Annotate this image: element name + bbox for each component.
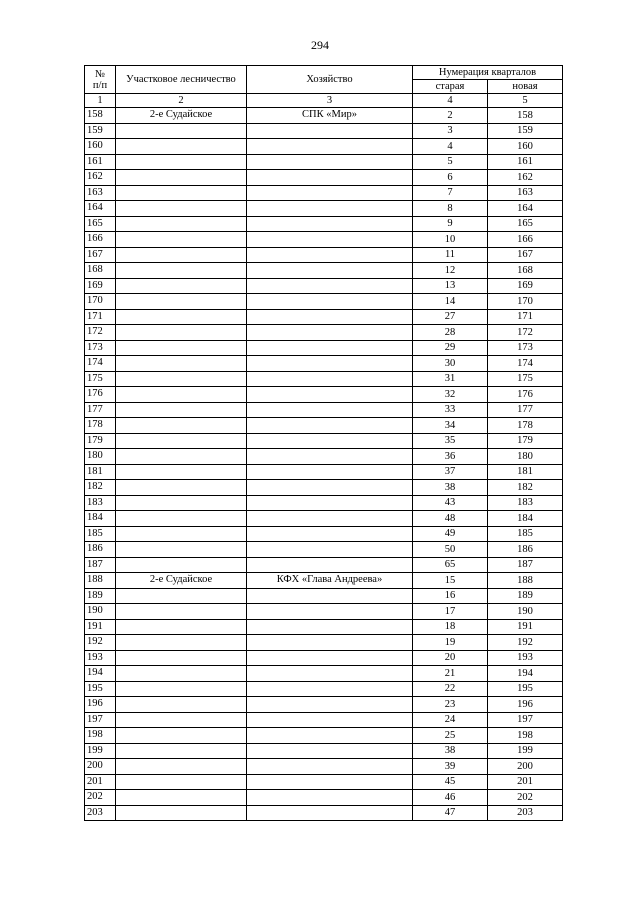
row-hozyaistvo [247, 712, 413, 728]
row-new-quarter: 165 [488, 216, 563, 232]
table-row [85, 418, 563, 434]
table-row [85, 666, 563, 682]
row-old-quarter: 33 [413, 402, 488, 418]
table-row [85, 790, 563, 806]
row-lesnichestvo [116, 185, 247, 201]
row-new-quarter: 202 [488, 790, 563, 806]
row-new-quarter: 178 [488, 418, 563, 434]
table-row [85, 170, 563, 186]
table-row [85, 294, 563, 310]
header-num-line2: п/п [92, 79, 108, 91]
row-hozyaistvo [247, 387, 413, 403]
header-num-line1: № [94, 68, 106, 80]
row-lesnichestvo [116, 123, 247, 139]
table-row [85, 232, 563, 248]
row-new-quarter: 200 [488, 759, 563, 775]
row-new-quarter: 196 [488, 697, 563, 713]
row-lesnichestvo [116, 728, 247, 744]
row-hozyaistvo [247, 743, 413, 759]
row-old-quarter: 12 [413, 263, 488, 279]
row-lesnichestvo [116, 402, 247, 418]
table-row [85, 464, 563, 480]
row-number: 170 [85, 294, 116, 310]
row-number: 186 [85, 542, 116, 558]
table-row [85, 340, 563, 356]
table-row [85, 619, 563, 635]
row-lesnichestvo [116, 712, 247, 728]
table-row [85, 325, 563, 341]
row-hozyaistvo [247, 464, 413, 480]
row-old-quarter: 47 [413, 805, 488, 821]
row-hozyaistvo [247, 557, 413, 573]
table-row [85, 309, 563, 325]
row-lesnichestvo [116, 759, 247, 775]
row-new-quarter: 181 [488, 464, 563, 480]
row-new-quarter: 168 [488, 263, 563, 279]
row-lesnichestvo [116, 387, 247, 403]
header-hozyaistvo: Хозяйство [247, 66, 413, 94]
row-old-quarter: 48 [413, 511, 488, 527]
row-lesnichestvo [116, 325, 247, 341]
row-old-quarter: 17 [413, 604, 488, 620]
row-lesnichestvo [116, 263, 247, 279]
row-number: 190 [85, 604, 116, 620]
header-lesnichestvo: Участковое лесничество [116, 66, 247, 94]
row-old-quarter: 31 [413, 371, 488, 387]
row-old-quarter: 13 [413, 278, 488, 294]
row-number: 179 [85, 433, 116, 449]
row-hozyaistvo [247, 650, 413, 666]
row-old-quarter: 21 [413, 666, 488, 682]
row-hozyaistvo [247, 774, 413, 790]
row-new-quarter: 170 [488, 294, 563, 310]
table-row [85, 387, 563, 403]
row-number: 188 [85, 573, 116, 589]
row-number: 175 [85, 371, 116, 387]
row-lesnichestvo [116, 356, 247, 372]
row-hozyaistvo [247, 294, 413, 310]
table-header [85, 66, 563, 108]
row-number: 181 [85, 464, 116, 480]
table-row [85, 697, 563, 713]
row-hozyaistvo [247, 170, 413, 186]
table-row [85, 774, 563, 790]
row-hozyaistvo [247, 604, 413, 620]
row-number: 193 [85, 650, 116, 666]
header-new: новая [488, 80, 563, 94]
row-old-quarter: 7 [413, 185, 488, 201]
row-new-quarter: 201 [488, 774, 563, 790]
row-new-quarter: 192 [488, 635, 563, 651]
row-lesnichestvo [116, 201, 247, 217]
row-number: 180 [85, 449, 116, 465]
row-new-quarter: 182 [488, 480, 563, 496]
row-number: 200 [85, 759, 116, 775]
row-number: 201 [85, 774, 116, 790]
row-lesnichestvo [116, 170, 247, 186]
row-lesnichestvo [116, 697, 247, 713]
row-hozyaistvo [247, 759, 413, 775]
row-old-quarter: 2 [413, 108, 488, 124]
table-row [85, 805, 563, 821]
row-lesnichestvo [116, 216, 247, 232]
row-hozyaistvo [247, 635, 413, 651]
row-new-quarter: 166 [488, 232, 563, 248]
table-row [85, 480, 563, 496]
page-number: 294 [311, 38, 329, 52]
row-number: 160 [85, 139, 116, 155]
row-hozyaistvo [247, 433, 413, 449]
row-number: 172 [85, 325, 116, 341]
row-old-quarter: 37 [413, 464, 488, 480]
row-lesnichestvo [116, 154, 247, 170]
row-number: 192 [85, 635, 116, 651]
row-old-quarter: 6 [413, 170, 488, 186]
table-row [85, 511, 563, 527]
row-new-quarter: 180 [488, 449, 563, 465]
row-lesnichestvo [116, 557, 247, 573]
row-new-quarter: 176 [488, 387, 563, 403]
row-number: 202 [85, 790, 116, 806]
row-lesnichestvo [116, 294, 247, 310]
row-new-quarter: 160 [488, 139, 563, 155]
row-hozyaistvo: КФХ «Глава Андреева» [247, 573, 413, 589]
row-hozyaistvo [247, 402, 413, 418]
row-lesnichestvo [116, 666, 247, 682]
row-new-quarter: 198 [488, 728, 563, 744]
row-old-quarter: 39 [413, 759, 488, 775]
table-row [85, 433, 563, 449]
table-row [85, 108, 563, 124]
row-hozyaistvo [247, 309, 413, 325]
row-new-quarter: 158 [488, 108, 563, 124]
row-number: 164 [85, 201, 116, 217]
row-new-quarter: 169 [488, 278, 563, 294]
row-new-quarter: 173 [488, 340, 563, 356]
table-row [85, 681, 563, 697]
table-row [85, 139, 563, 155]
row-number: 189 [85, 588, 116, 604]
row-new-quarter: 179 [488, 433, 563, 449]
row-hozyaistvo [247, 263, 413, 279]
row-number: 198 [85, 728, 116, 744]
row-hozyaistvo [247, 232, 413, 248]
row-hozyaistvo [247, 123, 413, 139]
column-number: 4 [413, 94, 488, 108]
row-old-quarter: 15 [413, 573, 488, 589]
row-old-quarter: 14 [413, 294, 488, 310]
row-number: 171 [85, 309, 116, 325]
row-old-quarter: 30 [413, 356, 488, 372]
row-lesnichestvo [116, 743, 247, 759]
row-number: 173 [85, 340, 116, 356]
column-number: 2 [116, 94, 247, 108]
row-number: 178 [85, 418, 116, 434]
row-number: 168 [85, 263, 116, 279]
table-row [85, 728, 563, 744]
row-new-quarter: 174 [488, 356, 563, 372]
row-old-quarter: 27 [413, 309, 488, 325]
row-old-quarter: 65 [413, 557, 488, 573]
row-hozyaistvo [247, 511, 413, 527]
table-row [85, 371, 563, 387]
row-new-quarter: 171 [488, 309, 563, 325]
row-number: 166 [85, 232, 116, 248]
row-old-quarter: 25 [413, 728, 488, 744]
column-number: 5 [488, 94, 563, 108]
table-row [85, 526, 563, 542]
row-new-quarter: 164 [488, 201, 563, 217]
row-hozyaistvo [247, 278, 413, 294]
row-old-quarter: 38 [413, 743, 488, 759]
row-hozyaistvo [247, 526, 413, 542]
row-lesnichestvo [116, 526, 247, 542]
row-old-quarter: 32 [413, 387, 488, 403]
row-hozyaistvo [247, 247, 413, 263]
table-row [85, 154, 563, 170]
row-lesnichestvo [116, 309, 247, 325]
row-new-quarter: 183 [488, 495, 563, 511]
row-hozyaistvo [247, 356, 413, 372]
row-lesnichestvo [116, 278, 247, 294]
table-row [85, 356, 563, 372]
row-lesnichestvo [116, 588, 247, 604]
row-lesnichestvo [116, 790, 247, 806]
row-new-quarter: 162 [488, 170, 563, 186]
table-row [85, 573, 563, 589]
row-hozyaistvo [247, 697, 413, 713]
row-old-quarter: 8 [413, 201, 488, 217]
table-row [85, 278, 563, 294]
row-hozyaistvo [247, 681, 413, 697]
row-old-quarter: 24 [413, 712, 488, 728]
row-new-quarter: 193 [488, 650, 563, 666]
row-new-quarter: 197 [488, 712, 563, 728]
row-new-quarter: 175 [488, 371, 563, 387]
row-old-quarter: 3 [413, 123, 488, 139]
row-hozyaistvo [247, 666, 413, 682]
row-lesnichestvo: 2-е Судайское [116, 573, 247, 589]
row-lesnichestvo [116, 650, 247, 666]
row-lesnichestvo [116, 449, 247, 465]
row-hozyaistvo [247, 185, 413, 201]
row-old-quarter: 5 [413, 154, 488, 170]
row-new-quarter: 163 [488, 185, 563, 201]
table-row [85, 759, 563, 775]
table-row [85, 604, 563, 620]
row-number: 163 [85, 185, 116, 201]
row-old-quarter: 29 [413, 340, 488, 356]
table-row [85, 588, 563, 604]
row-hozyaistvo: СПК «Мир» [247, 108, 413, 124]
row-number: 165 [85, 216, 116, 232]
row-hozyaistvo [247, 139, 413, 155]
table-row [85, 185, 563, 201]
row-lesnichestvo [116, 464, 247, 480]
table-row [85, 247, 563, 263]
row-old-quarter: 16 [413, 588, 488, 604]
row-new-quarter: 195 [488, 681, 563, 697]
row-lesnichestvo [116, 542, 247, 558]
row-number: 184 [85, 511, 116, 527]
row-old-quarter: 35 [413, 433, 488, 449]
row-hozyaistvo [247, 154, 413, 170]
row-old-quarter: 34 [413, 418, 488, 434]
header-numeration: Нумерация кварталов [413, 66, 563, 80]
row-old-quarter: 9 [413, 216, 488, 232]
row-old-quarter: 22 [413, 681, 488, 697]
row-hozyaistvo [247, 325, 413, 341]
row-new-quarter: 190 [488, 604, 563, 620]
row-hozyaistvo [247, 588, 413, 604]
row-number: 196 [85, 697, 116, 713]
row-lesnichestvo [116, 139, 247, 155]
row-new-quarter: 199 [488, 743, 563, 759]
row-number: 174 [85, 356, 116, 372]
row-hozyaistvo [247, 805, 413, 821]
forest-quarters-table [84, 65, 563, 821]
row-old-quarter: 19 [413, 635, 488, 651]
row-new-quarter: 159 [488, 123, 563, 139]
row-lesnichestvo [116, 635, 247, 651]
row-lesnichestvo [116, 247, 247, 263]
row-hozyaistvo [247, 790, 413, 806]
column-number: 3 [247, 94, 413, 108]
row-hozyaistvo [247, 480, 413, 496]
row-lesnichestvo [116, 495, 247, 511]
table-row [85, 635, 563, 651]
table-row [85, 123, 563, 139]
column-numbers-row [85, 94, 563, 108]
row-new-quarter: 191 [488, 619, 563, 635]
row-hozyaistvo [247, 371, 413, 387]
row-number: 169 [85, 278, 116, 294]
row-lesnichestvo [116, 774, 247, 790]
row-lesnichestvo [116, 433, 247, 449]
table-row [85, 201, 563, 217]
row-lesnichestvo [116, 371, 247, 387]
row-number: 199 [85, 743, 116, 759]
row-lesnichestvo [116, 805, 247, 821]
header-num [85, 66, 116, 94]
row-hozyaistvo [247, 495, 413, 511]
row-number: 183 [85, 495, 116, 511]
row-lesnichestvo [116, 604, 247, 620]
row-lesnichestvo [116, 619, 247, 635]
row-lesnichestvo [116, 681, 247, 697]
header-old: старая [413, 80, 488, 94]
table-row [85, 263, 563, 279]
row-old-quarter: 23 [413, 697, 488, 713]
row-number: 197 [85, 712, 116, 728]
row-new-quarter: 194 [488, 666, 563, 682]
row-hozyaistvo [247, 418, 413, 434]
row-old-quarter: 50 [413, 542, 488, 558]
table-body [85, 108, 563, 821]
row-new-quarter: 203 [488, 805, 563, 821]
row-new-quarter: 186 [488, 542, 563, 558]
row-new-quarter: 188 [488, 573, 563, 589]
table-row [85, 542, 563, 558]
row-number: 161 [85, 154, 116, 170]
row-old-quarter: 11 [413, 247, 488, 263]
table-row [85, 216, 563, 232]
row-lesnichestvo [116, 418, 247, 434]
row-lesnichestvo [116, 511, 247, 527]
row-old-quarter: 49 [413, 526, 488, 542]
row-old-quarter: 28 [413, 325, 488, 341]
row-number: 203 [85, 805, 116, 821]
row-hozyaistvo [247, 201, 413, 217]
row-lesnichestvo [116, 340, 247, 356]
row-old-quarter: 38 [413, 480, 488, 496]
row-new-quarter: 189 [488, 588, 563, 604]
row-number: 162 [85, 170, 116, 186]
row-hozyaistvo [247, 619, 413, 635]
row-new-quarter: 184 [488, 511, 563, 527]
table-row [85, 557, 563, 573]
row-lesnichestvo [116, 480, 247, 496]
row-new-quarter: 187 [488, 557, 563, 573]
row-new-quarter: 172 [488, 325, 563, 341]
row-number: 187 [85, 557, 116, 573]
row-hozyaistvo [247, 216, 413, 232]
row-old-quarter: 43 [413, 495, 488, 511]
row-number: 191 [85, 619, 116, 635]
row-number: 177 [85, 402, 116, 418]
table-row [85, 495, 563, 511]
table-row [85, 449, 563, 465]
table-row [85, 712, 563, 728]
row-hozyaistvo [247, 340, 413, 356]
table-row [85, 402, 563, 418]
row-old-quarter: 10 [413, 232, 488, 248]
row-number: 195 [85, 681, 116, 697]
row-number: 167 [85, 247, 116, 263]
row-old-quarter: 18 [413, 619, 488, 635]
row-new-quarter: 161 [488, 154, 563, 170]
row-new-quarter: 177 [488, 402, 563, 418]
row-old-quarter: 36 [413, 449, 488, 465]
row-old-quarter: 45 [413, 774, 488, 790]
row-number: 159 [85, 123, 116, 139]
row-number: 194 [85, 666, 116, 682]
row-number: 176 [85, 387, 116, 403]
table-row [85, 650, 563, 666]
row-number: 182 [85, 480, 116, 496]
column-number: 1 [85, 94, 116, 108]
row-number: 158 [85, 108, 116, 124]
row-old-quarter: 4 [413, 139, 488, 155]
row-hozyaistvo [247, 542, 413, 558]
table-row [85, 743, 563, 759]
row-new-quarter: 167 [488, 247, 563, 263]
row-old-quarter: 46 [413, 790, 488, 806]
row-number: 185 [85, 526, 116, 542]
row-lesnichestvo: 2-е Судайское [116, 108, 247, 124]
row-old-quarter: 20 [413, 650, 488, 666]
row-hozyaistvo [247, 728, 413, 744]
row-new-quarter: 185 [488, 526, 563, 542]
row-hozyaistvo [247, 449, 413, 465]
row-lesnichestvo [116, 232, 247, 248]
